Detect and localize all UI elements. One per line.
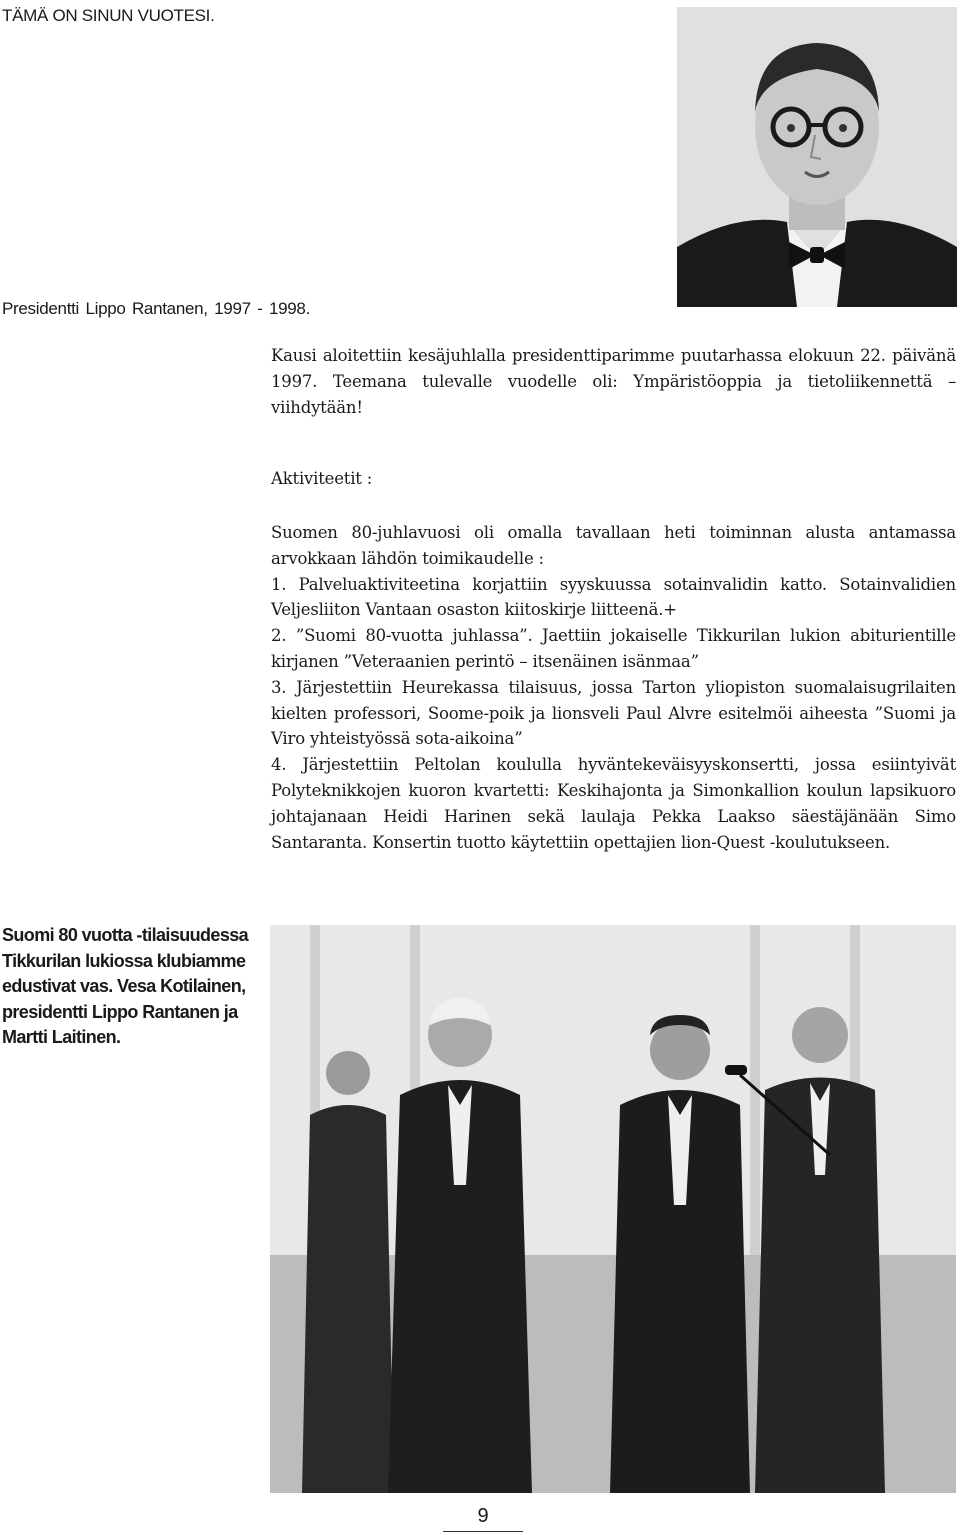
group-photo-caption: Suomi 80 vuotta -tilaisuudessa Tikkurilan lukiossa klubiamme edustivat vas. Vesa Kotilainen, presidentti Lippo Rantanen ja Martti Laitinen. bbox=[2, 925, 249, 1047]
intro-text: Kausi aloitettiin kesäjuhlalla presidenttiparimme puutarhassa elokuun 22. päivänä 1997. Teemana tulevalle vuodelle oli: Ympäristöoppia ja tietoliikennettä – viihdytään! bbox=[271, 346, 956, 417]
section-heading: Aktiviteetit : bbox=[271, 469, 373, 488]
activities-list bbox=[271, 520, 956, 855]
portrait-caption: Presidentti Lippo Rantanen, 1997 - 1998. bbox=[2, 299, 311, 318]
page-header: TÄMÄ ON SINUN VUOTESI. bbox=[2, 6, 215, 25]
activities-lead: Suomen 80-juhlavuosi oli omalla tavallaan heti toiminnan alusta antamassa arvokkaan lähdön toimikaudelle : bbox=[271, 523, 956, 568]
page-number: 9 bbox=[477, 1505, 489, 1527]
page-number-rule bbox=[443, 1531, 523, 1532]
group-photo-illustration bbox=[270, 925, 956, 1493]
activity-item: 1. Palveluaktiviteetina korjattiin syyskuussa sotainvalidin katto. Sotainvalidien Veljesliiton Vantaan osaston kiitoskirje liitteenä.+ bbox=[271, 574, 956, 620]
portrait-photo bbox=[677, 7, 957, 307]
group-photo bbox=[270, 925, 956, 1493]
activity-item: 4. Järjestettiin Peltolan koululla hyväntekeväisyyskonsertti, jossa esiintyivät Polyteknikkojen kuoron kvartetti: Keskihajonta ja Simonkallion koulun lapsikuoro johtajanaan Heidi Harinen sekä laulaja Pekka Laakso säestäjänään Simo Santaranta. Konsertin tuotto käytettiin opettajien lion-Quest -koulutukseen. bbox=[271, 755, 956, 852]
intro-paragraph bbox=[271, 343, 956, 420]
activity-item: 3. Järjestettiin Heurekassa tilaisuus, jossa Tarton yliopiston suomalaisugrilaiten kielten professori, Soome-poik ja lionsveli Paul Alvre esitelmöi aiheesta ”Suomi ja Viro yhteistyössä sota-aikoina” bbox=[271, 677, 956, 749]
activity-item: 2. ”Suomi 80-vuotta juhlassa”. Jaettiin jokaiselle Tikkurilan lukion abiturientille kirjanen ”Veteraanien perintö – itsenäinen isänmaa” bbox=[271, 626, 956, 671]
portrait-illustration bbox=[677, 7, 957, 307]
